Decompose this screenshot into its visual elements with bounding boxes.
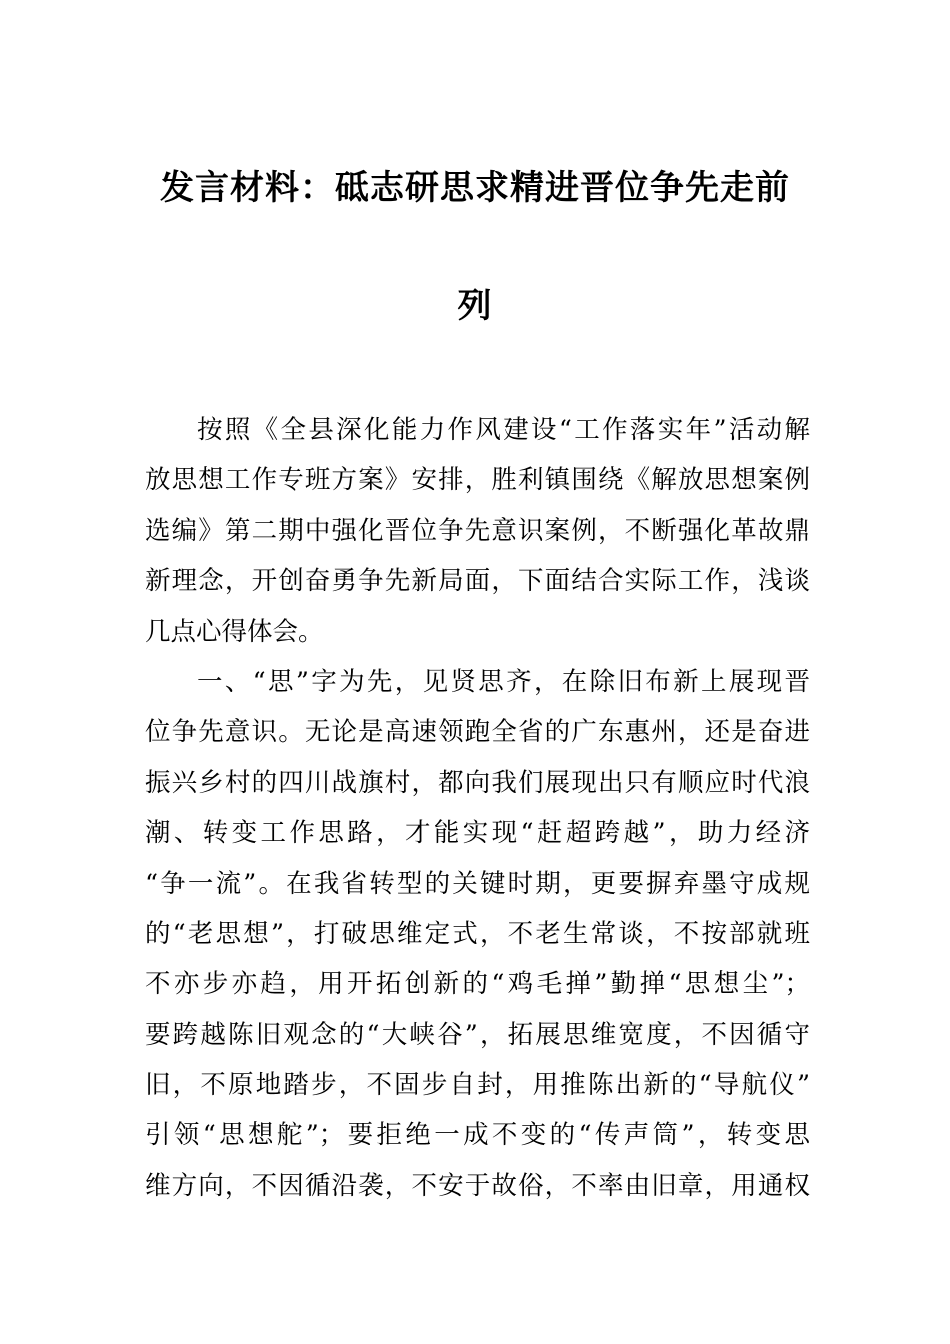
document-body <box>145 405 810 1211</box>
paragraph-2 <box>145 657 810 1211</box>
text-line: “争一流”。在我省转型的关键时期，更要摒弃墨守成规 <box>145 868 810 899</box>
text-line: 维方向，不因循沿袭，不安于故俗，不率由旧章，用通权 <box>145 1170 810 1201</box>
text-line: 潮、转变工作思路，才能实现“赶超跨越”，助力经济 <box>145 818 810 849</box>
text-line: 要跨越陈旧观念的“大峡谷”，拓展思维宽度，不因循守 <box>145 1019 810 1050</box>
document-title-line-1: 发言材料：砥志研思求精进晋位争先走前 <box>160 168 790 208</box>
text-line: 位争先意识。无论是高速领跑全省的广东惠州，还是奋进 <box>145 717 810 748</box>
text-line: 几点心得体会。 <box>145 616 324 647</box>
text-line: 振兴乡村的四川战旗村，都向我们展现出只有顺应时代浪 <box>145 767 810 798</box>
text-line: 选编》第二期中强化晋位争先意识案例，不断强化革故鼎 <box>145 515 810 546</box>
text-line: 一、“思”字为先，见贤思齐，在除旧布新上展现晋 <box>197 666 810 697</box>
text-line: 按照《全县深化能力作风建设“工作落实年”活动解 <box>197 415 810 445</box>
text-line: 新理念，开创奋勇争先新局面，下面结合实际工作，浅谈 <box>145 566 810 597</box>
document-title-line-2: 列 <box>457 286 493 326</box>
text-line: 的“老思想”，打破思维定式，不老生常谈，不按部就班 <box>145 918 810 949</box>
text-line: 引领“思想舵”；要拒绝一成不变的“传声筒”，转变思 <box>145 1120 810 1151</box>
paragraph-1 <box>145 405 810 657</box>
text-line: 旧，不原地踏步，不固步自封，用推陈出新的“导航仪” <box>145 1070 810 1101</box>
text-line: 放思想工作专班方案》安排，胜利镇围绕《解放思想案例 <box>145 465 810 496</box>
text-line: 不亦步亦趋，用开拓创新的“鸡毛掸”勤掸“思想尘”； <box>145 969 810 1000</box>
